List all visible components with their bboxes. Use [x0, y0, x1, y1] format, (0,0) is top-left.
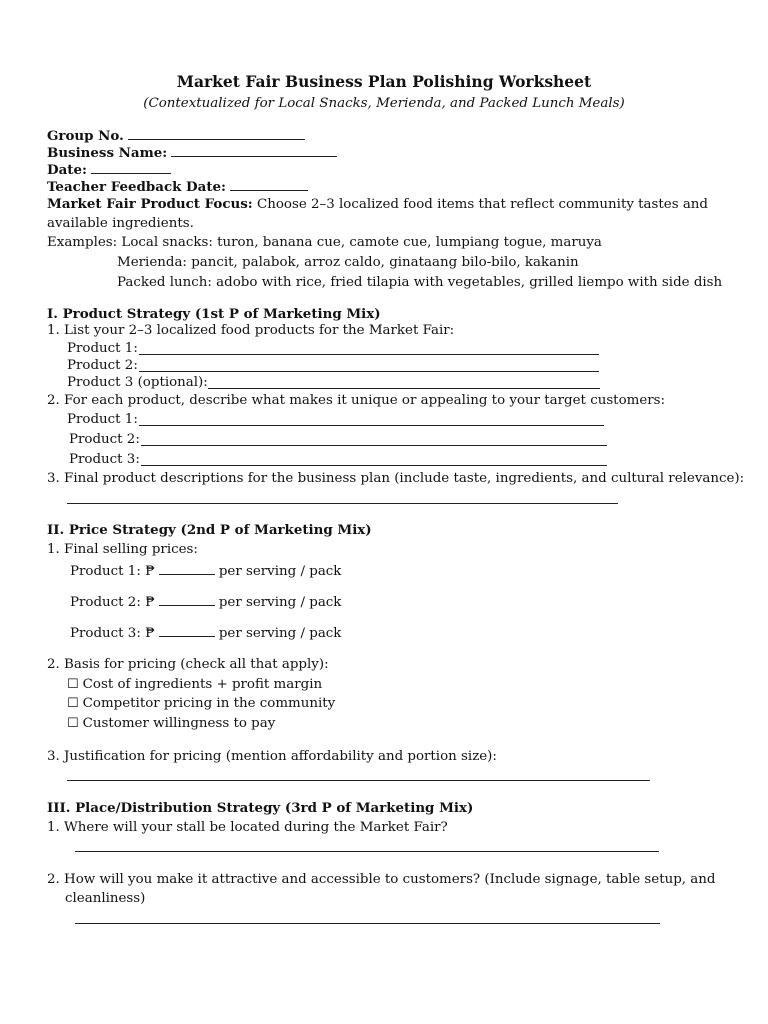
product-focus-label: Market Fair Product Focus: — [47, 196, 253, 212]
selling-prices-question: 1. Final selling prices: — [47, 542, 198, 557]
page-title: Market Fair Business Plan Polishing Worksheet — [176, 72, 592, 91]
attractiveness-question-cont: cleanliness) — [65, 891, 146, 906]
price-row-2: Product 2: ₱ per serving / pack — [70, 595, 342, 610]
product-focus-text-cont: available ingredients. — [47, 216, 194, 231]
unique-question: 2. For each product, describe what makes it unique or appealing to your target customers: — [47, 393, 666, 408]
descriptions-question: 3. Final product descriptions for the business plan (include taste, ingredients, and cultural relevance): — [47, 471, 745, 486]
checkbox-cost[interactable]: ☐ — [67, 677, 79, 692]
pricing-option-competitor[interactable]: ☐ Competitor pricing in the community — [67, 696, 336, 711]
examples-merienda: Merienda: pancit, palabok, arroz caldo, ginataang bilo-bilo, kakanin — [117, 255, 579, 270]
group-no-label: Group No. — [47, 128, 124, 144]
product-3-field[interactable] — [208, 388, 600, 389]
price-2-field[interactable] — [159, 593, 215, 606]
product-2-field[interactable] — [139, 371, 599, 372]
pricing-basis-question: 2. Basis for pricing (check all that apply): — [47, 657, 329, 672]
checkbox-competitor[interactable]: ☐ — [67, 696, 79, 711]
descriptions-field[interactable] — [67, 503, 618, 504]
section-price-heading: II. Price Strategy (2nd P of Marketing Mix) — [47, 522, 372, 538]
examples-snacks: Examples: Local snacks: turon, banana cue, camote cue, lumpiang togue, maruya — [47, 235, 602, 250]
unique-product-2-label: Product 2: — [69, 432, 140, 447]
date-label: Date: — [47, 162, 87, 178]
product-1-field[interactable] — [139, 354, 599, 355]
stall-location-question: 1. Where will your stall be located during the Market Fair? — [47, 820, 448, 835]
section-place-heading: III. Place/Distribution Strategy (3rd P of Marketing Mix) — [47, 800, 474, 816]
feedback-date-label: Teacher Feedback Date: — [47, 179, 226, 195]
pricing-option-willingness[interactable]: ☐ Customer willingness to pay — [67, 716, 276, 731]
price-1-field[interactable] — [159, 562, 215, 575]
unique-product-1-label: Product 1: — [67, 412, 138, 427]
product-2-label: Product 2: — [67, 358, 138, 373]
page-subtitle: (Contextualized for Local Snacks, Merienda, and Packed Lunch Meals) — [143, 96, 625, 111]
unique-product-2-field[interactable] — [141, 445, 607, 446]
stall-location-field[interactable] — [75, 851, 659, 852]
section-product-heading: I. Product Strategy (1st P of Marketing Mix) — [47, 306, 381, 322]
feedback-date-field[interactable] — [230, 178, 308, 191]
unique-product-3-label: Product 3: — [69, 452, 140, 467]
price-row-1: Product 1: ₱ per serving / pack — [70, 564, 342, 579]
checkbox-willingness[interactable]: ☐ — [67, 716, 79, 731]
product-focus-text: Choose 2–3 localized food items that reflect community tastes and — [256, 197, 708, 212]
product-1-label: Product 1: — [67, 341, 138, 356]
examples-packed-lunch: Packed lunch: adobo with rice, fried tilapia with vegetables, grilled liempo with side dish — [117, 275, 723, 290]
product-focus-row — [47, 195, 708, 214]
justification-question: 3. Justification for pricing (mention affordability and portion size): — [47, 749, 497, 764]
attractiveness-question: 2. How will you make it attractive and accessible to customers? (Include signage, table setup, and — [47, 872, 716, 887]
date-field[interactable] — [91, 161, 171, 174]
price-3-field[interactable] — [159, 624, 215, 637]
price-row-3: Product 3: ₱ per serving / pack — [70, 626, 342, 641]
attractiveness-field[interactable] — [75, 923, 660, 924]
product-3-label: Product 3 (optional): — [67, 375, 208, 390]
business-name-field[interactable] — [171, 144, 337, 157]
justification-field[interactable] — [67, 780, 650, 781]
unique-product-1-field[interactable] — [139, 425, 604, 426]
pricing-option-cost[interactable]: ☐ Cost of ingredients + profit margin — [67, 677, 323, 692]
unique-product-3-field[interactable] — [141, 465, 607, 466]
group-no-field[interactable] — [128, 127, 305, 140]
product-list-question: 1. List your 2–3 localized food products for the Market Fair: — [47, 323, 455, 338]
business-name-label: Business Name: — [47, 145, 168, 161]
